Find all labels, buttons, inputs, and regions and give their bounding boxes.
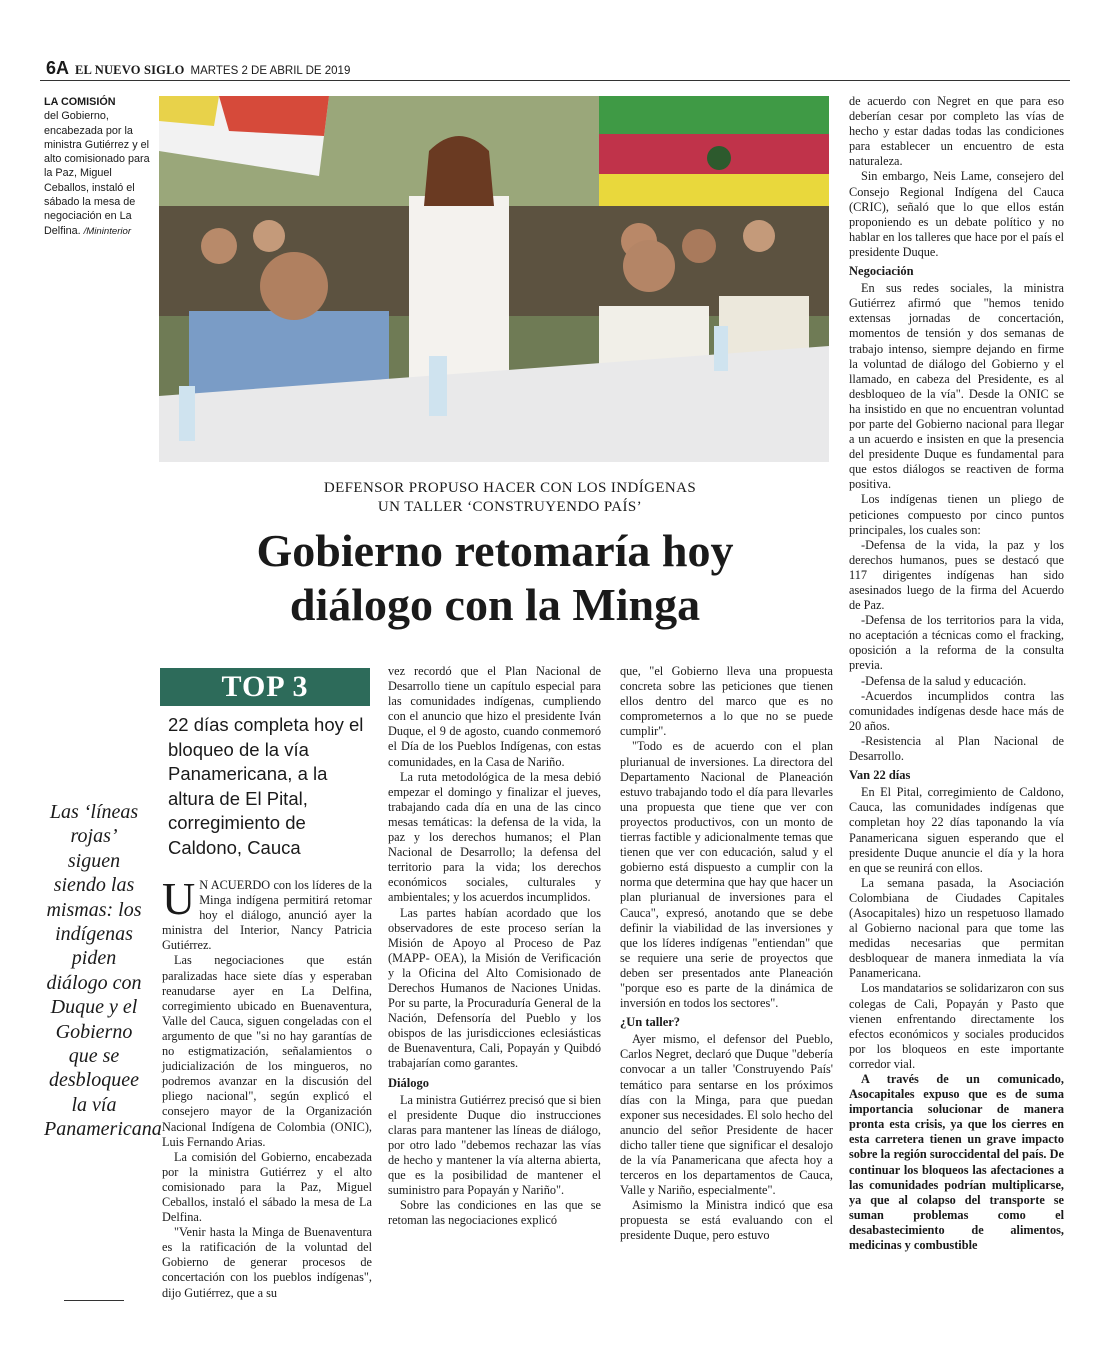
article-column-3 <box>620 664 833 1244</box>
paragraph: -Defensa de la salud y educación. <box>861 673 1027 688</box>
subheading: Van 22 días <box>849 768 911 783</box>
paragraph: vez recordó que el Plan Nacional de Desarrollo tiene un capítulo especial para las comunidades indígenas, cumpliendo con el anuncio que hizo el presidente Iván Duque, el 9 de agosto, cuando conmemoró el Día de los Pueblos Indígenas, con estas comunidades, en la Casa de Nariño. <box>388 664 601 769</box>
headline-line-1: Gobierno retomaría hoy <box>256 525 734 576</box>
paragraph: -Acuerdos incumplidos contra las comunidades indígenas desde hace más de 20 años. <box>849 688 1064 733</box>
paragraph: Las partes habían acordado que los observadores de este proceso serían la Misión de Apoyo al Proceso de Paz (MAPP- OEA), la Misión de Verificación y la Oficina del Alto Comisionado de Derechos Humanos de Naciones Unidas. Por su parte, la Procuraduría General de la Nación, Defensoría del Pueblo y los obispos de las jurisdicciones eclesiásticas de Buenaventura, Cali, Popayán y Quibdó trabajarían como garantes. <box>388 905 601 1071</box>
caption-lead: LA COMISIÓN <box>44 96 116 108</box>
paragraph: En El Pital, corregimiento de Caldono, Cauca, las comunidades indígenas que completan hoy 22 días taponando la vía Panamericana siguen esperando que el presidente Duque anuncie el día y la hora en que se reunirá con ellos. <box>849 785 1064 875</box>
subheading: ¿Un taller? <box>620 1015 681 1030</box>
headline-kicker <box>200 479 820 517</box>
paragraph: -Defensa de los territorios para la vida, no aceptación a técnicas como el fracking, oposición a la reforma de la consulta previa. <box>849 613 1064 673</box>
caption-body: del Gobierno, encabezada por la ministra Gutiérrez y el alto comisionado para la Paz, Miguel Ceballos, instaló el sábado la mesa de negociación en La Delfina. <box>44 110 150 237</box>
pull-quote-rule <box>64 1300 124 1301</box>
paragraph: En sus redes sociales, la ministra Gutiérrez afirmó que "hemos tenido extensas jornadas de concertación, momentos de tensión y dos semanas de trabajo intenso, siempre dejando en firme la voluntad de diálogo del Gobierno y el llamado, en cabeza del Presidente, es al desbloqueo de la vía". Desde la ONIC se ha insistido en que no encuentran voluntad por parte del Gobierno nacional para llegar a un acuerdo e insisten en que la presencia del presidente Duque es fundamental para que estos diálogos se reactiven de forma positiva. <box>849 281 1064 492</box>
paragraph: de acuerdo con Negret en que para eso deberían cesar por completo las vías de hecho y estar dadas todas las condiciones para establecer un encuentro de esta naturaleza. <box>849 94 1064 169</box>
top3-badge: TOP 3 <box>160 668 370 706</box>
main-headline <box>170 524 820 632</box>
newspaper-name: EL NUEVO SIGLO <box>75 63 185 77</box>
paragraph: La ministra Gutiérrez precisó que si bien el presidente Duque dio instrucciones claras para mantener las líneas de diálogo, por otro lado "debemos rechazar las vías de hecho y mantener la vía alterna abierta, que es la posibilidad de mantener el suministro para Popayán y Nariño". <box>388 1092 601 1198</box>
paragraph: -Resistencia al Plan Nacional de Desarrollo. <box>849 733 1064 764</box>
drop-cap: U <box>162 873 196 924</box>
paragraph: Las negociaciones que están paralizadas hace siete días y esperaban reanudarse ayer en La Delfina, corregimiento ubicado en Buenaventura, Valle del Cauca, siguen congeladas con el argumento de que "si no hay garantías de no estigmatización, señalamientos o judicialización de los mingueros, no podremos avanzar en la discusión del pliego nacional", según explicó el consejero mayor de la Organización Nacional Indígena de Colombia (ONIC), Luis Fernando Arias. <box>162 953 372 1149</box>
issue-date: MARTES 2 DE ABRIL DE 2019 <box>190 65 351 77</box>
paragraph: Sobre las condiciones en las que se retoman las negociaciones explicó <box>388 1198 601 1228</box>
top3-text: 22 días completa hoy el bloqueo de la vía Panamericana, a la altura de El Pital, corregimiento de Caldono, Cauca <box>168 714 364 858</box>
paragraph: Los indígenas tienen un pliego de peticiones compuesto por cinco puntos principales, los cuales son: <box>849 492 1064 537</box>
page-number: 6A <box>46 58 70 78</box>
photo-credit: /Mininterior <box>83 225 132 237</box>
paragraph: Los mandatarios se solidarizaron con sus colegas de Cali, Popayán y Pasto que vienen enfrentando directamente los efectos económicos y sociales producidos por los bloqueos en este importante corredor vial. <box>849 981 1064 1071</box>
paragraph: La semana pasada, la Asociación Colombiana de Ciudades Capitales (Asocapitales) hizo un respetuoso llamado al Gobierno nacional para que tome las medidas necesarias que permitan desbloquear de manera inmediata la vía Panamericana. <box>849 875 1064 981</box>
pull-quote: Las ‘líneas rojas’ siguen siendo las mismas: los indígenas piden diálogo con Duque y el Gobierno que se desbloquee la vía Panamericana <box>44 801 162 1141</box>
paragraph: A través de un comunicado, Asocapitales expuso que es de suma importancia solucionar de manera pronta esta crisis, ya que los cierres en esta carretera tienen un grave impacto sobre la región suroccidental del país. De continuar los bloqueos las afectaciones a las comunidades podrían multiplicarse, ya que al colapso del transporte se suman problemas como el desabastecimiento de alimentos, medicinas y combustible <box>849 1072 1064 1253</box>
article-column-4 <box>849 94 1064 1253</box>
article-column-2 <box>388 664 601 1228</box>
paragraph: Ayer mismo, el defensor del Pueblo, Carlos Negret, declaró que Duque "debería convocar a un taller 'Construyendo País' temático para sentarse en los próximos días con la Minga, para que puedan exponer sus necesidades. El solo hecho del anuncio del señor Presidente de hacer dicho taller tiene que significar el desalojo de la vía Panamericana que afecta hoy a terceros en los departamentos de Cauca, Valle y Nariño, especialmente". <box>620 1032 833 1198</box>
subheading: Diálogo <box>388 1075 429 1090</box>
subheading: Negociación <box>849 264 914 279</box>
article-column-1 <box>162 873 372 1301</box>
meeting-photo-illustration <box>159 96 829 462</box>
paragraph: que, "el Gobierno lleva una propuesta concreta sobre las peticiones que tienen ellos dentro del marco que es no comprometernos a lo que no se puede cumplir". <box>620 664 833 739</box>
kicker-line-1: DEFENSOR PROPUSO HACER CON LOS INDÍGENAS <box>323 480 697 496</box>
headline-line-2: diálogo con la Minga <box>289 579 701 630</box>
kicker-line-2: UN TALLER ‘CONSTRUYENDO PAÍS’ <box>377 499 643 515</box>
paragraph: N ACUERDO con los líderes de la Minga indígena permitirá retomar hoy el diálogo, anunció ayer la ministra del Interior, Nancy Patricia Gutiérrez. <box>162 878 372 953</box>
news-photo <box>159 96 829 462</box>
header-rule <box>40 80 1070 81</box>
paragraph: "Venir hasta la Minga de Buenaventura es la ratificación de la voluntad del Gobierno de generar procesos de concertación con los pueblos indígenas", dijo Gutiérrez, que a su <box>162 1225 372 1300</box>
paragraph: La comisión del Gobierno, encabezada por la ministra Gutiérrez y el alto comisionado para la Paz, Miguel Ceballos, instaló el sábado la mesa de La Delfina. <box>162 1149 372 1225</box>
paragraph: "Todo es de acuerdo con el plan plurianual de inversiones. La directora del Departamento Nacional de Planeación estuvo trabajando todo el día para llevarles una propuesta que tiene que ver con proyectos productivos, con un monto de tierras factible y adicionalmente temas que tienen que ver con educación, salud y el gobierno está dispuesto a cumplir con la norma que determina que hay que hacer un plan plurianual de inversiones para el Cauca", expresó, anotando que se debe definir la viabilidad de las inversiones y que los líderes indígenas "entiendan" que se requiere una serie de proyectos que deben ser presentados ante Planeación "porque eso es parte de la dinámica de inversión en todos los sectores". <box>620 739 833 1011</box>
photo-caption <box>44 95 154 239</box>
page-header <box>46 58 350 80</box>
paragraph: Asimismo la Ministra indicó que esa propuesta se está evaluando con el presidente Duque, pero estuvo <box>620 1198 833 1243</box>
paragraph: -Defensa de la vida, la paz y los derechos humanos, pues se destacó que 117 dirigentes indígenas han sido asesinados luego de la firma del Acuerdo de Paz. <box>849 537 1064 613</box>
paragraph: La ruta metodológica de la mesa debió empezar el domingo y finalizar el jueves, trabajando cada día en una de las cinco mesas temáticas: la defensa de la vida, la paz y los derechos humanos; el Plan Nacional de Desarrollo; la defensa del territorio para la vida; los derechos económicos sociales, culturales y ambientales; y los acuerdos incumplidos. <box>388 769 601 905</box>
paragraph: Sin embargo, Neis Lame, consejero del Consejo Regional Indígena del Cauca (CRIC), señaló que lo que ellos están proponiendo es un debate político y no hablar en los talleres que hace por el país el presidente Duque. <box>849 169 1064 259</box>
